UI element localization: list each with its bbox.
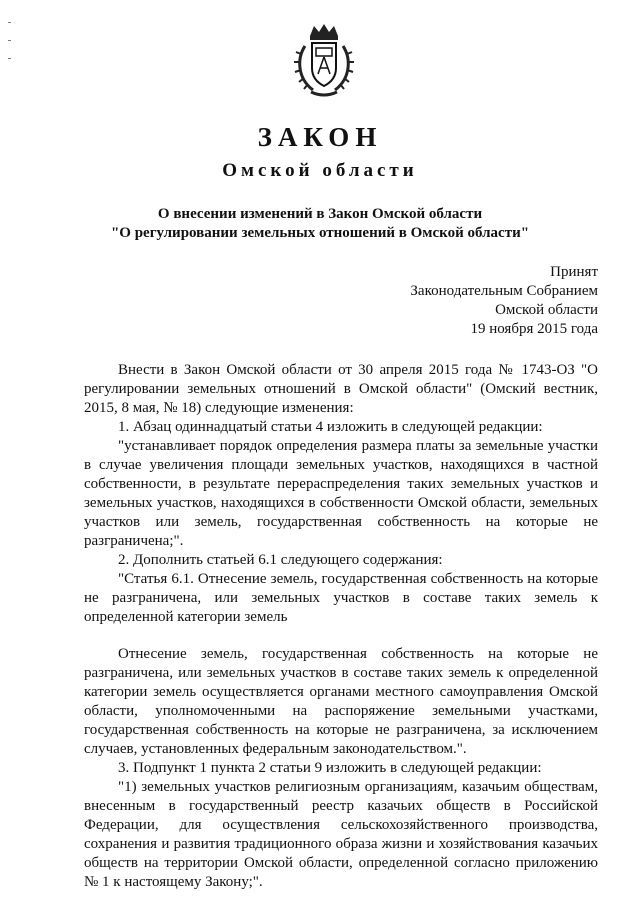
body-paragraph: 1. Абзац одиннадцатый статьи 4 изложить в следующей редакции: xyxy=(118,419,543,435)
omsk-coat-of-arms-icon xyxy=(293,22,355,98)
law-subject-line: О внесении изменений в Закон Омской области xyxy=(157,206,483,222)
adoption-date: 19 ноября 2015 года xyxy=(470,321,598,337)
adoption-block xyxy=(410,263,598,339)
body-paragraph: "устанавливает порядок определения размера платы за земельные участки в случае увеличения площади земельных участков, находящихся в частной собственности, в результате перераспределения таких земельных участков и земельных участков, находящихся в собственности Омской области, земельных участков или земель, государственная собственность на которые не разграничена;". xyxy=(84,438,598,549)
adoption-line: Принят xyxy=(550,264,598,280)
margin-mark xyxy=(8,22,11,23)
body-paragraph: Внести в Закон Омской области от 30 апреля 2015 года № 1743-ОЗ "О регулировании земельных отношений в Омской области" (Омский вестник, 2015, 8 мая, № 18) следующие изменения: xyxy=(84,362,598,416)
body-paragraph: 3. Подпункт 1 пункта 2 статьи 9 изложить в следующей редакции: xyxy=(118,760,542,776)
body-paragraph: "Статья 6.1. Отнесение земель, государственная собственность на которые не разграничена, или земельных участков в составе таких земель к определенной категории земель xyxy=(84,571,598,625)
law-subject-line: "О регулировании земельных отношений в Омской области" xyxy=(110,225,530,241)
body-paragraph: 2. Дополнить статьей 6.1 следующего содержания: xyxy=(118,552,443,568)
body-paragraph: Отнесение земель, государственная собственность на которые не разграничена, или земельных участков в составе таких земель к определенной категории земель осуществляется органами местного самоуправления Омской области, уполномоченными на распоряжение земельными участками, государственная собственность на которые не разграничена, за исключением случаев, установленных федеральным законодательством.". xyxy=(84,646,598,757)
law-subject xyxy=(0,205,640,243)
body-paragraph: "1) земельных участков религиозным организациям, казачьим обществам, внесенным в государственный реестр казачьих обществ в Российской Федерации, для осуществления сельскохозяйственного производства, сохранения и развития традиционного образа жизни и хозяйствования казачьих обществ на территории Омской области, определенной согласно приложению № 1 к настоящему Закону;". xyxy=(84,779,598,890)
law-body xyxy=(84,361,598,892)
adoption-line: Законодательным Собранием xyxy=(410,283,598,299)
region-title: Омской области xyxy=(222,160,418,181)
adoption-line: Омской области xyxy=(495,302,598,318)
margin-mark xyxy=(8,58,11,59)
margin-mark xyxy=(8,40,11,41)
law-title: ЗАКОН xyxy=(257,122,383,152)
